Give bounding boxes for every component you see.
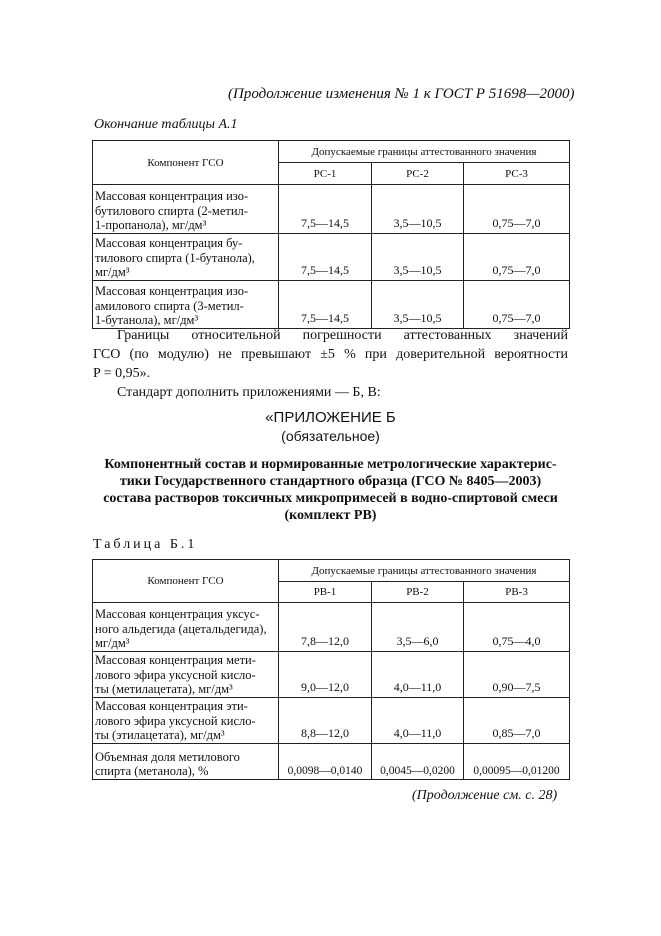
- table-a-col-component: Компонент ГСО: [93, 141, 279, 185]
- table-a-col-group: Допускаемые границы аттестованного значения: [279, 141, 570, 163]
- component-name: Массовая концентрация изо- амилового спирта (3-метил- 1-бутанола), мг/дм³: [93, 281, 279, 329]
- continuation-header: (Продолжение изменения № 1 к ГОСТ Р 51698—2000): [228, 86, 575, 102]
- appendix-heading: Компонентный состав и нормированные метрологические характерис- тики Государственного стандартного образца (ГСО № 8405—2003) состава растворов токсичных микропримесей в водно-спиртовой смеси (комплект РВ): [103, 457, 558, 523]
- component-name: Массовая концентрация изо- бутилового спирта (2-метил- 1-пропанола), мг/дм³: [93, 185, 279, 234]
- value-cell: 0,75—7,0: [464, 185, 570, 234]
- table-row: [93, 234, 570, 281]
- value-cell: 0,00095—0,01200: [464, 744, 570, 780]
- appendix-title: «ПРИЛОЖЕНИЕ Б: [265, 409, 396, 426]
- value-cell: 7,5—14,5: [279, 281, 372, 329]
- table-row: [93, 603, 570, 652]
- amendment-paragraph: Стандарт дополнить приложениями — Б, В:: [117, 385, 381, 400]
- value-cell: 7,5—14,5: [279, 185, 372, 234]
- value-cell: 0,85—7,0: [464, 698, 570, 744]
- table-b-col-group: Допускаемые границы аттестованного значения: [279, 560, 570, 582]
- value-cell: 0,90—7,5: [464, 652, 570, 698]
- value-cell: 9,0—12,0: [279, 652, 372, 698]
- value-cell: 3,5—10,5: [372, 281, 464, 329]
- table-a-col-1: РС-1: [279, 163, 372, 185]
- component-name: Массовая концентрация эти- лового эфира уксусной кисло- ты (этилацетата), мг/дм³: [93, 698, 279, 744]
- value-cell: 0,75—7,0: [464, 234, 570, 281]
- value-cell: 8,8—12,0: [279, 698, 372, 744]
- value-cell: 3,5—6,0: [372, 603, 464, 652]
- value-cell: 0,0098—0,0140: [279, 744, 372, 780]
- table-b-caption: Таблица Б.1: [93, 537, 198, 552]
- table-b1: [92, 559, 570, 780]
- table-a-col-2: РС-2: [372, 163, 464, 185]
- value-cell: 0,75—7,0: [464, 281, 570, 329]
- table-b-col-1: РВ-1: [279, 582, 372, 603]
- value-cell: 3,5—10,5: [372, 234, 464, 281]
- component-name: Массовая концентрация уксус- ного альдегида (ацетальдегида), мг/дм³: [93, 603, 279, 652]
- table-b-col-component: Компонент ГСО: [93, 560, 279, 603]
- component-name: Массовая концентрация бу- тилового спирта (1-бутанола), мг/дм³: [93, 234, 279, 281]
- value-cell: 4,0—11,0: [372, 652, 464, 698]
- table-a-col-3: РС-3: [464, 163, 570, 185]
- table-row: [93, 185, 570, 234]
- table-row: [93, 281, 570, 329]
- table-a-caption: Окончание таблицы А.1: [94, 117, 238, 132]
- value-cell: 4,0—11,0: [372, 698, 464, 744]
- component-name: Массовая концентрация мети- лового эфира уксусной кисло- ты (метилацетата), мг/дм³: [93, 652, 279, 698]
- table-b-col-2: РВ-2: [372, 582, 464, 603]
- table-row: [93, 744, 570, 780]
- appendix-subtitle: (обязательное): [281, 428, 380, 444]
- value-cell: 3,5—10,5: [372, 185, 464, 234]
- note-paragraph: Границы относительной погрешности аттестованных значений ГСО (по модулю) не превышают ±5 % при доверительной вероятности P = 0,95».: [93, 328, 568, 381]
- value-cell: 0,0045—0,0200: [372, 744, 464, 780]
- table-row: [93, 698, 570, 744]
- component-name: Объемная доля метилового спирта (метанола), %: [93, 744, 279, 780]
- table-a1: [92, 140, 570, 329]
- value-cell: 7,8—12,0: [279, 603, 372, 652]
- table-b-col-3: РВ-3: [464, 582, 570, 603]
- table-row: [93, 652, 570, 698]
- continuation-footer: (Продолжение см. с. 28): [412, 788, 558, 803]
- value-cell: 0,75—4,0: [464, 603, 570, 652]
- value-cell: 7,5—14,5: [279, 234, 372, 281]
